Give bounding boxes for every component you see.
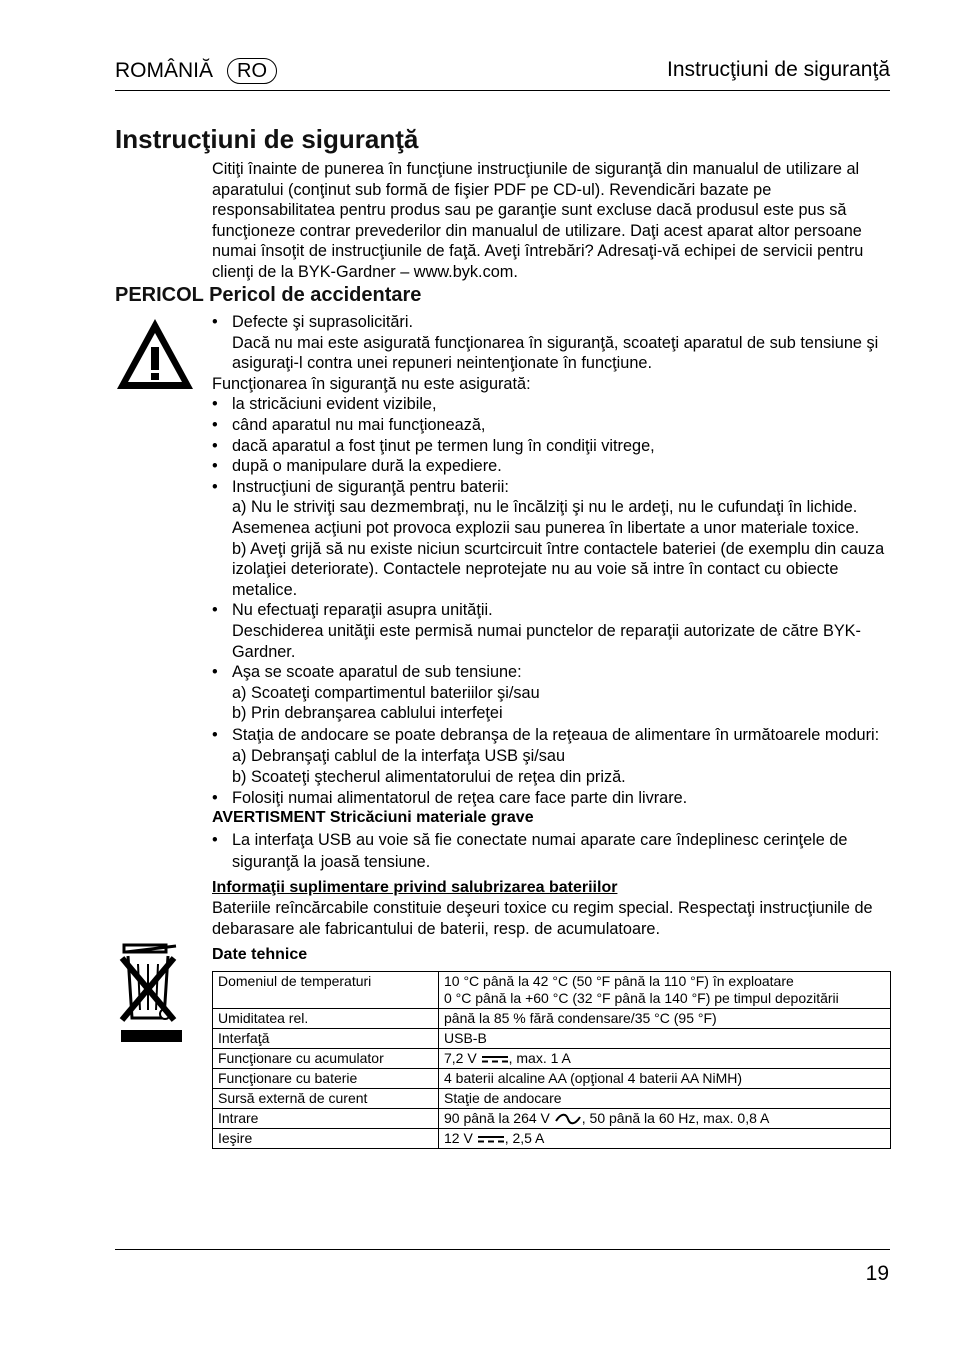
table-key: Interfaţă: [213, 1029, 439, 1049]
dock-item-text: Staţia de andocare se poate debranşa de la reţeaua de alimentare în următoarele moduri:: [232, 725, 880, 744]
defects-paragraph: Dacă nu mai este asigurată funcţionarea în siguranţă, scoateţi aparatul de sub tensiune şi asiguraţi-l contra unei repuneri neintenţionate în funcţiune.: [232, 333, 879, 373]
power-off-b: b) Prin debranşarea cablului interfeţei: [232, 704, 503, 723]
tech-data-table: [212, 971, 891, 1149]
bullet: •: [212, 830, 218, 849]
dock-b: b) Scoateţi ştecherul alimentatorului de reţea din priză.: [232, 767, 626, 786]
value-text: 90 până la 264 V: [444, 1110, 550, 1127]
repair-item-text: Nu efectuaţi reparaţii asupra unităţii.: [232, 601, 493, 620]
dock-a: a) Debranşaţi cablul de la interfaţa USB şi/sau: [232, 747, 566, 766]
list-item: [212, 477, 892, 498]
condition-text: când aparatul nu mai funcţionează,: [232, 415, 486, 434]
list-item: [212, 724, 892, 747]
table-value-line: 0 °C până la +60 °C (32 °F până la 140 °F) pe timpul depozitării: [444, 990, 839, 1007]
table-value: până la 85 % fără condensare/35 °C (95 °F): [439, 1009, 891, 1029]
power-off-a: a) Scoateţi compartimentul bateriilor şi/sau: [232, 683, 540, 702]
table-row: [213, 1069, 891, 1089]
value-suffix: , 2,5 A: [504, 1130, 545, 1147]
intro-paragraph: Citiţi înainte de punerea în funcţiune instrucţiunile de siguranţă din manualul de utilizare al aparatului (conţinut sub formă de fişier PDF pe CD-ul). Revendicări bazate pe responsabilitatea pentru produs sau pe garanţie sunt excluse dacă produsul este pus să funcţioneze contrar prevederilor din manualul de utilizare. Daţi acest aparat altor persoane numai însoţit de instrucţiunile de faţă. Aveţi întrebări? Adresaţi-vă echipei de servicii pentru clienţi de la BYK-Gardner – www.byk.com.: [212, 160, 864, 281]
bullet: •: [212, 601, 218, 620]
adapter-item-text: Folosiţi numai alimentatorul de reţea care face parte din livrare.: [232, 788, 688, 807]
list-item: [212, 456, 892, 477]
language-code-badge: RO: [227, 58, 277, 84]
list-item: [212, 312, 892, 333]
header-divider: [115, 90, 890, 91]
table-key: Funcţionare cu acumulator: [213, 1049, 439, 1069]
bullet: •: [212, 477, 218, 496]
table-key: Domeniul de temperaturi: [213, 972, 439, 1009]
condition-text: la stricăciuni evident vizibile,: [232, 395, 437, 414]
tech-data-heading: Date tehnice: [212, 945, 308, 963]
table-key: Ieşire: [213, 1129, 439, 1149]
value-suffix: , max. 1 A: [508, 1050, 571, 1067]
battery-item-text: Instrucţiuni de siguranţă pentru baterii:: [232, 477, 509, 496]
condition-text: dacă aparatul a fost ţinut pe termen lung în condiţii vitrege,: [232, 436, 655, 455]
table-key: Funcţionare cu baterie: [213, 1069, 439, 1089]
list-item: [212, 829, 892, 874]
footer-divider: [115, 1249, 890, 1250]
warning-heading: AVERTISMENT Stricăciuni materiale grave: [212, 809, 534, 827]
repair-paragraph: Deschiderea unităţii este permisă numai punctelor de reparaţii autorizate de către BYK-Gardner.: [232, 621, 861, 661]
disposal-paragraph: Bateriile reîncărcabile constituie deşeuri toxice cu regim special. Respectaţi instrucţiunile de debarasare ale fabricantului de baterii, resp. de acumulatoare.: [212, 899, 873, 938]
table-value: USB-B: [439, 1029, 891, 1049]
usb-item-text: La interfaţa USB au voie să fie conectate numai aparate care îndeplinesc cerinţele de siguranţă la joasă tensiune.: [232, 830, 848, 872]
bullet: •: [212, 663, 218, 682]
direct-current-icon: [477, 1134, 505, 1144]
language-label: ROMÂNIĂ: [115, 59, 214, 82]
battery-paragraph-a: a) Nu le striviţi sau dezmembraţi, nu le încălziţi şi nu le ardeţi, nu le cufundaţi în lichide. Asemenea acţiuni pot provoca explozii sau punerea în libertate a unor materiale toxice.: [232, 498, 860, 537]
table-key: Umiditatea rel.: [213, 1009, 439, 1029]
table-row: [213, 1109, 891, 1129]
list-item: [212, 600, 892, 621]
table-row: [213, 1029, 891, 1049]
table-row: [213, 1089, 891, 1109]
table-value-line: 10 °C până la 42 °C (50 °F până la 110 °F) în exploatare: [444, 973, 794, 990]
battery-paragraph-b: b) Aveţi grijă să nu existe niciun scurtcircuit între contactele bateriei (de exemplu din cauza izolaţiei deteriorate). Contactele neprotejate nu au voie să intre în contact cu obiecte metalice.: [232, 539, 885, 599]
table-key: Intrare: [213, 1109, 439, 1129]
table-value: [439, 1109, 891, 1129]
not-safe-intro: Funcţionarea în siguranţă nu este asigurată:: [212, 374, 531, 393]
table-value: 4 baterii alcaline AA (opţional 4 baterii AA NiMH): [439, 1069, 891, 1089]
list-item: [212, 436, 892, 457]
bullet: •: [212, 436, 218, 455]
table-value: [439, 972, 891, 1009]
safety-content: [212, 312, 892, 1149]
bullet: •: [212, 415, 218, 434]
list-item: [212, 788, 892, 809]
table-row: [213, 972, 891, 1009]
value-suffix: , 50 până la 60 Hz, max. 0,8 A: [581, 1110, 770, 1127]
table-value: [439, 1129, 891, 1149]
condition-text: după o manipulare dură la expediere.: [232, 457, 502, 476]
header-section-title: Instrucţiuni de siguranţă: [667, 58, 890, 81]
bullet: •: [212, 725, 218, 744]
table-row: [213, 1129, 891, 1149]
list-item: [212, 415, 892, 436]
bullet: •: [212, 788, 218, 807]
list-item: [212, 662, 892, 683]
bullet: •: [212, 313, 218, 331]
alternating-current-icon: [554, 1113, 582, 1125]
table-value: Staţie de andocare: [439, 1089, 891, 1109]
value-text: 7,2 V: [444, 1050, 477, 1067]
language-indicator: [115, 58, 277, 84]
danger-heading: PERICOL Pericol de accidentare: [115, 284, 422, 306]
disposal-heading: Informaţii suplimentare privind salubrizarea bateriilor: [212, 878, 618, 896]
table-row: [213, 1049, 891, 1069]
crossed-out-bin-icon: [118, 940, 184, 1044]
table-row: [213, 1009, 891, 1029]
warning-triangle-icon: [114, 316, 196, 392]
bullet: •: [212, 457, 218, 476]
bullet: •: [212, 395, 218, 414]
power-off-item-text: Aşa se scoate aparatul de sub tensiune:: [232, 663, 522, 682]
direct-current-icon: [481, 1054, 509, 1064]
value-text: 12 V: [444, 1130, 473, 1147]
table-key: Sursă externă de curent: [213, 1089, 439, 1109]
defects-item-text: Defecte şi suprasolicitări.: [232, 313, 413, 331]
list-item: [212, 394, 892, 415]
table-value: [439, 1049, 891, 1069]
page-title: Instrucţiuni de siguranţă: [115, 124, 419, 154]
page-number: 19: [865, 1262, 889, 1285]
